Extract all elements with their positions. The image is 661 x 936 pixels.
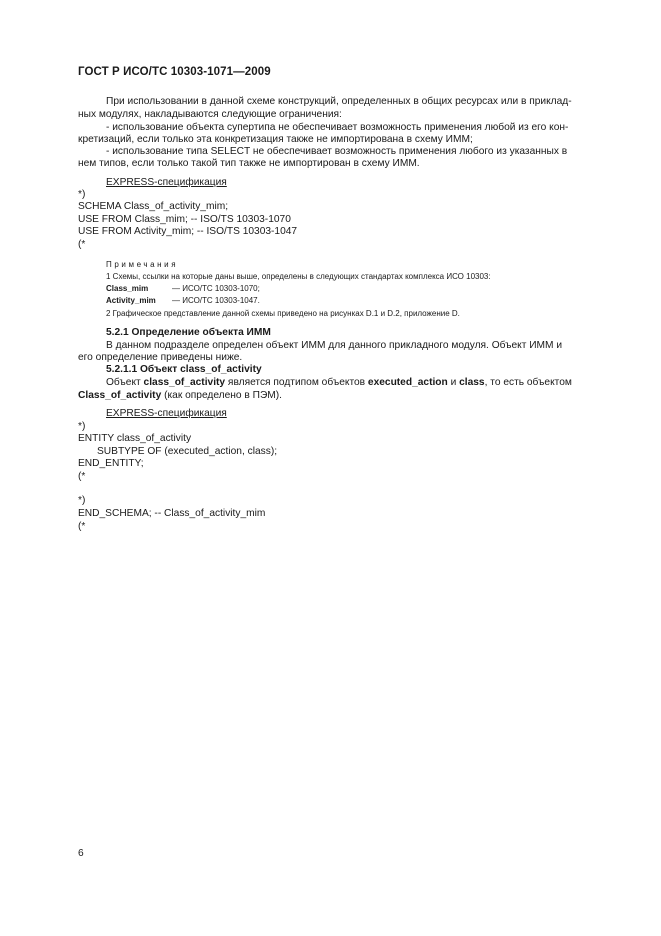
end-schema: END_SCHEMA; -- Class_of_activity_mim <box>78 508 266 519</box>
note-1: 1 Схемы, ссылки на которые даны выше, определены в следующих стандартах комплекса ИСО 10303: <box>106 272 491 281</box>
express-spec-label-2: EXPRESS-спецификация <box>106 408 227 419</box>
note-activity-mim-ref: — ИСО/ТС 10303-1047. <box>172 296 260 305</box>
intro-line-6: нем типов, если только такой тип также не импортирован в схему ИММ. <box>78 158 420 169</box>
end-entity: END_ENTITY; <box>78 458 144 469</box>
note-class-mim-ref: — ИСО/ТС 10303-1070; <box>172 284 260 293</box>
section-5-2-1-line-1: В данном подразделе определен объект ИММ для данного прикладного модуля. Объект ИММ и <box>106 340 563 351</box>
schema-declaration: SCHEMA Class_of_activity_mim; <box>78 201 229 212</box>
intro-line-5: - использование типа SELECT не обеспечивает возможность применения любого из указанных в <box>106 146 568 157</box>
express-close-comment: (* <box>78 239 86 250</box>
note-class-mim-name: Class_mim <box>106 284 149 293</box>
intro-line-1: При использовании в данной схеме конструкций, определенных в общих ресурсах или в приклад- <box>106 96 572 107</box>
subtype-clause: SUBTYPE OF (executed_action, class); <box>97 446 278 457</box>
express-spec-label: EXPRESS-спецификация <box>106 177 227 188</box>
document-header: ГОСТ Р ИСО/ТС 10303-1071—2009 <box>78 66 271 78</box>
intro-line-4: кретизаций, если только эта конкретизация также не импортирована в схему ИММ; <box>78 134 473 145</box>
section-5-2-1-1-line-1: Объект class_of_activity является подтипом объектов executed_action и class, то есть объектом <box>106 377 572 388</box>
section-5-2-1-1-heading: 5.2.1.1 Объект class_of_activity <box>106 364 262 375</box>
note-activity-mim-name: Activity_mim <box>106 296 156 305</box>
use-from-class-mim: USE FROM Class_mim; -- ISO/TS 10303-1070 <box>78 214 291 225</box>
section-5-2-1-1-line-2: Class_of_activity (как определено в ПЭМ). <box>78 390 282 401</box>
note-2: 2 Графическое представление данной схемы приведено на рисунках D.1 и D.2, приложение D. <box>106 309 460 318</box>
section-5-2-1-heading: 5.2.1 Определение объекта ИММ <box>106 327 271 338</box>
intro-line-2: ных модулях, накладываются следующие ограничения: <box>78 109 342 120</box>
section-5-2-1-line-2: его определение приведены ниже. <box>78 352 243 363</box>
use-from-activity-mim: USE FROM Activity_mim; -- ISO/TS 10303-1047 <box>78 226 298 237</box>
express-close-comment-3: (* <box>78 521 86 532</box>
page-number: 6 <box>78 848 84 859</box>
intro-line-3: - использование объекта супертипа не обеспечивает возможность применения любой из его кон- <box>106 122 569 133</box>
express-open-comment-2: *) <box>78 421 86 432</box>
express-close-comment-2: (* <box>78 471 86 482</box>
notes-title: Примечания <box>106 260 179 269</box>
entity-declaration: ENTITY class_of_activity <box>78 433 192 444</box>
express-open-comment-3: *) <box>78 495 86 506</box>
express-open-comment: *) <box>78 189 86 200</box>
